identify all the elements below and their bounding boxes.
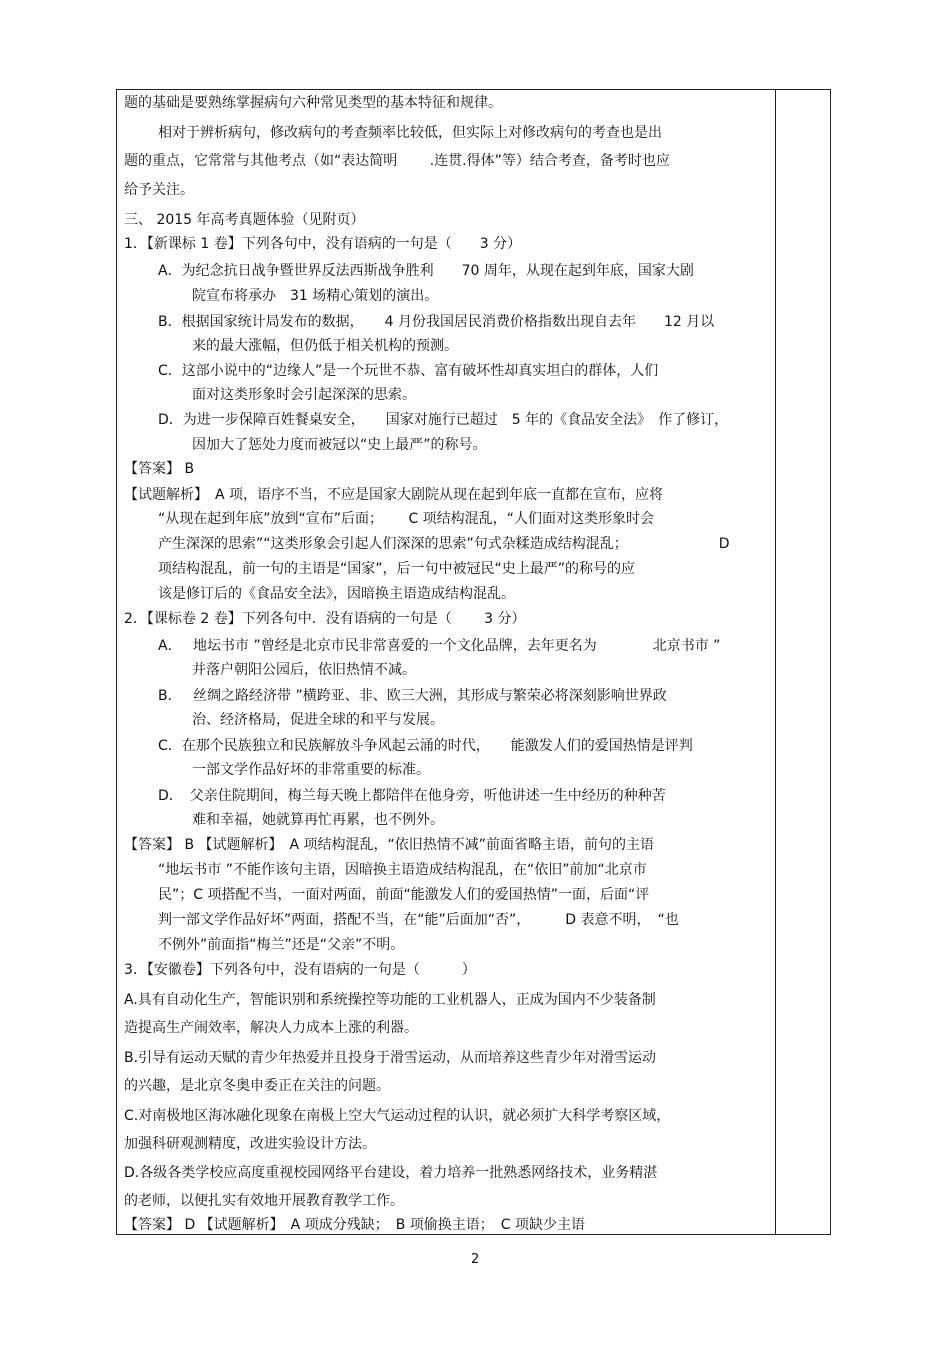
text-line: B．根据国家统计局发布的数据， 4 月份我国居民消费价格指数出现自去年 12 月以 xyxy=(158,314,715,330)
text-line: 治、经济格局，促进全球的和平与发展。 xyxy=(192,712,444,728)
text-line: 判一部文学作品好坏”两面，搭配不当，在“能”后面加“否”， D 表意不明， “也 xyxy=(158,912,679,928)
text-line: 该是修订后的《食品安全法》，因暗换主语造成结构混乱。 xyxy=(158,586,515,602)
text-line: C.对南极地区海冰融化现象在南极上空大气运动过程的认识，就必须扩大科学考察区域， xyxy=(124,1108,671,1124)
text-line: 题的基础是要熟练掌握病句六种常见类型的基本特征和规律。 xyxy=(124,95,502,111)
text-line: 因加大了惩处力度而被冠以“史上最严”的称号。 xyxy=(192,437,487,453)
text-line: 面对这类形象时会引起深深的思索。 xyxy=(192,387,416,403)
text-line: B． 丝绸之路经济带 ”横跨亚、非、欧三大洲，其形成与繁荣必将深刻影响世界政 xyxy=(158,688,667,704)
text-line: 2．【课标卷 2 卷】下列各句中．没有语病的一句是（ 3 分） xyxy=(124,611,526,627)
text-line: 的老师，以便扎实有效地开展教育教学工作。 xyxy=(124,1193,404,1209)
text-line: A.具有自动化生产，智能识别和系统操控等功能的工业机器人，正成为国内不少装备制 xyxy=(124,992,656,1008)
text-line: 【试题解析】 A 项，语序不当，不应是国家大剧院从现在起到年底一直都在宣布，应将 xyxy=(124,487,664,503)
text-line: “地坛书市 ”不能作该句主语，因暗换主语造成结构混乱，在“依旧”前加“北京市 xyxy=(158,862,647,878)
text-line: 【答案】 B 【试题解析】 A 项结构混乱，“依旧热情不减”前面省略主语，前句的主语 xyxy=(124,837,655,853)
text-line: 民”；C 项搭配不当，一面对两面，前面“能激发人们的爱国热情”一面，后面“评 xyxy=(158,887,650,903)
text-line: 加强科研观测精度，改进实验设计方法。 xyxy=(124,1136,376,1152)
text-line: 的兴趣，是北京冬奥申委正在关注的问题。 xyxy=(124,1078,390,1094)
text-line: 一部文学作品好坏的非常重要的标准。 xyxy=(192,762,430,778)
text-line: C．在那个民族独立和民族解放斗争风起云涌的时代， 能激发人们的爱国热情是评判 xyxy=(158,738,693,754)
text-line: 产生深深的思索”“这类形象会引起人们深深的思索”句式杂糅造成结构混乱； D xyxy=(158,536,730,552)
text-line: 三、 2015 年高考真题体验（见附页） xyxy=(124,212,365,228)
text-line: 【答案】 B xyxy=(124,461,195,477)
text-line: 并落户朝阳公园后，依旧热情不减。 xyxy=(192,662,416,678)
text-line: 难和幸福，她就算再忙再累，也不例外。 xyxy=(192,812,444,828)
text-line: 来的最大涨幅，但仍低于相关机构的预测。 xyxy=(192,338,458,354)
text-line: D.各级各类学校应高度重视校园网络平台建设，着力培养一批熟悉网络技术，业务精湛 xyxy=(124,1165,658,1181)
text-line: 相对于辨析病句，修改病句的考查频率比较低，但实际上对修改病句的考查也是出 xyxy=(158,125,662,141)
text-line: 项结构混乱，前一句的主语是“国家”，后一句中被冠民“史上最严”的称号的应 xyxy=(158,561,636,577)
text-line: 给予关注。 xyxy=(124,182,194,198)
text-line: 造提高生产闹效率，解决人力成本上涨的利器。 xyxy=(124,1020,418,1036)
text-line: C．这部小说中的“边缘人”是一个玩世不恭、富有破坏性却真实坦白的群体，人们 xyxy=(158,363,659,379)
text-line: “从现在起到年底”放到“宣布”后面； C 项结构混乱，“人们面对这类形象时会 xyxy=(158,511,654,527)
text-line: A． 地坛书市 ”曾经是北京市民非常喜爱的一个文化品牌，去年更名为 北京书市 ” xyxy=(158,638,721,654)
text-line: A．为纪念抗日战争暨世界反法西斯战争胜利 70 周年，从现在起到年底，国家大剧 xyxy=(158,263,694,279)
text-line: 1．【新课标 1 卷】下列各句中，没有语病的一句是（ 3 分） xyxy=(124,236,522,252)
right-column-divider xyxy=(775,89,776,1235)
text-line: B.引导有运动天赋的青少年热爱并且投身于滑雪运动，从而培养这些青少年对滑雪运动 xyxy=(124,1050,657,1066)
text-line: D． 父亲住院期间，梅兰每天晚上都陪伴在他身旁，听他讲述一生中经历的种种苦 xyxy=(158,788,666,804)
text-line: 不例外”前面指“梅兰”还是“父亲”不明。 xyxy=(158,937,405,953)
text-line: 【答案】 D 【试题解析】 A 项成分残缺； B 项偷换主语； C 项缺少主语 xyxy=(124,1217,585,1233)
page-number: 2 xyxy=(471,1252,480,1267)
text-line: D．为进一步保障百姓餐桌安全， 国家对施行已超过 5 年的《食品安全法》 作了修订， xyxy=(158,412,729,428)
text-line: 院宣布将承办 31 场精心策划的演出。 xyxy=(192,288,439,304)
text-line: 题的重点，它常常与其他考点（如“表达简明 .连贯.得体”等）结合考查，备考时也应 xyxy=(124,153,670,169)
text-line: 3．【安徽卷】下列各句中，没有语病的一句是（ ） xyxy=(124,962,476,978)
